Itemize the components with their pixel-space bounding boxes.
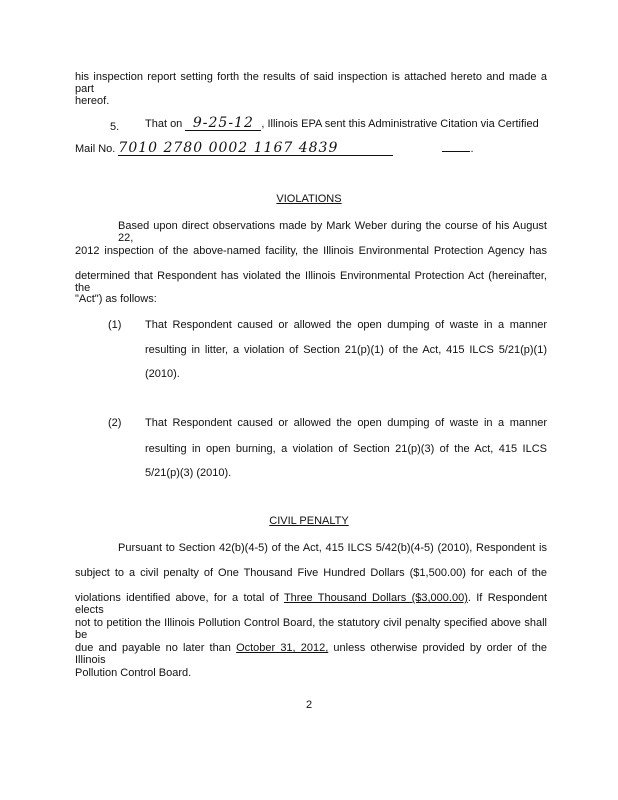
penalty-line-3-pre: violations identified above, for a total of [75, 592, 279, 604]
item5-post: , Illinois EPA sent this Administrative Citation via Certified [261, 118, 539, 130]
penalty-line-5-post: unless otherwise provided by order of the Illinois [75, 642, 548, 666]
item5-line-1 [145, 117, 547, 131]
violations-intro-4: "Act") as follows: [75, 293, 157, 305]
violations-intro-3: determined that Respondent has violated the Illinois Environmental Protection Act (hereinafter, the [75, 270, 547, 294]
page-number: 2 [305, 699, 313, 711]
item5-line-2 [75, 142, 474, 156]
civil-penalty-heading: CIVIL PENALTY [269, 515, 349, 527]
item5-end: . [470, 143, 474, 155]
item5-pre: That on [145, 118, 183, 130]
violation-2-line-3: 5/21(p)(3) (2010). [145, 467, 232, 479]
violation-2-line-1: That Respondent caused or allowed the open dumping of waste in a manner [145, 417, 547, 429]
blank-line [442, 142, 470, 152]
violation-1-line-3: (2010). [145, 368, 180, 380]
violations-heading: VIOLATIONS [276, 193, 342, 205]
handwritten-mail-number: 7010 2780 0002 1167 4839 [118, 142, 393, 156]
penalty-line-3-post: . If Respondent elects [75, 592, 548, 616]
violation-1-number: (1) [108, 319, 122, 331]
penalty-line-1: Pursuant to Section 42(b)(4-5) of the Act, 415 ILCS 5/42(b)(4-5) (2010), Respondent is [118, 542, 547, 554]
penalty-line-3 [75, 592, 547, 616]
violation-2-number: (2) [108, 417, 122, 429]
penalty-line-2: subject to a civil penalty of One Thousand Five Hundred Dollars ($1,500.00) for each of the [75, 567, 547, 579]
violation-1-line-1: That Respondent caused or allowed the open dumping of waste in a manner [145, 319, 547, 331]
violations-intro-2: 2012 inspection of the above-named facility, the Illinois Environmental Protection Agency has [75, 245, 547, 257]
handwritten-date: 9-25-12 [185, 117, 261, 131]
violations-intro-1: Based upon direct observations made by Mark Weber during the course of his August 22, [118, 220, 547, 244]
penalty-due-date: October 31, 2012, [236, 642, 329, 654]
continuation-line-2: hereof. [75, 95, 110, 107]
violation-2-line-2: resulting in open burning, a violation of Section 21(p)(3) of the Act, 415 ILCS [145, 443, 547, 455]
penalty-line-5-pre: due and payable no later than [75, 642, 231, 654]
continuation-line-1: his inspection report setting forth the results of said inspection is attached hereto and made a part [75, 71, 547, 95]
violation-1-line-2: resulting in litter, a violation of Section 21(p)(1) of the Act, 415 ILCS 5/21(p)(1) [145, 344, 547, 356]
penalty-line-5 [75, 642, 547, 666]
penalty-line-4: not to petition the Illinois Pollution Control Board, the statutory civil penalty specified above shall be [75, 617, 547, 641]
mail-label: Mail No. [75, 143, 116, 155]
penalty-total: Three Thousand Dollars ($3,000.00) [283, 592, 468, 604]
penalty-line-6: Pollution Control Board. [75, 667, 192, 679]
item5-number: 5. [110, 121, 120, 133]
